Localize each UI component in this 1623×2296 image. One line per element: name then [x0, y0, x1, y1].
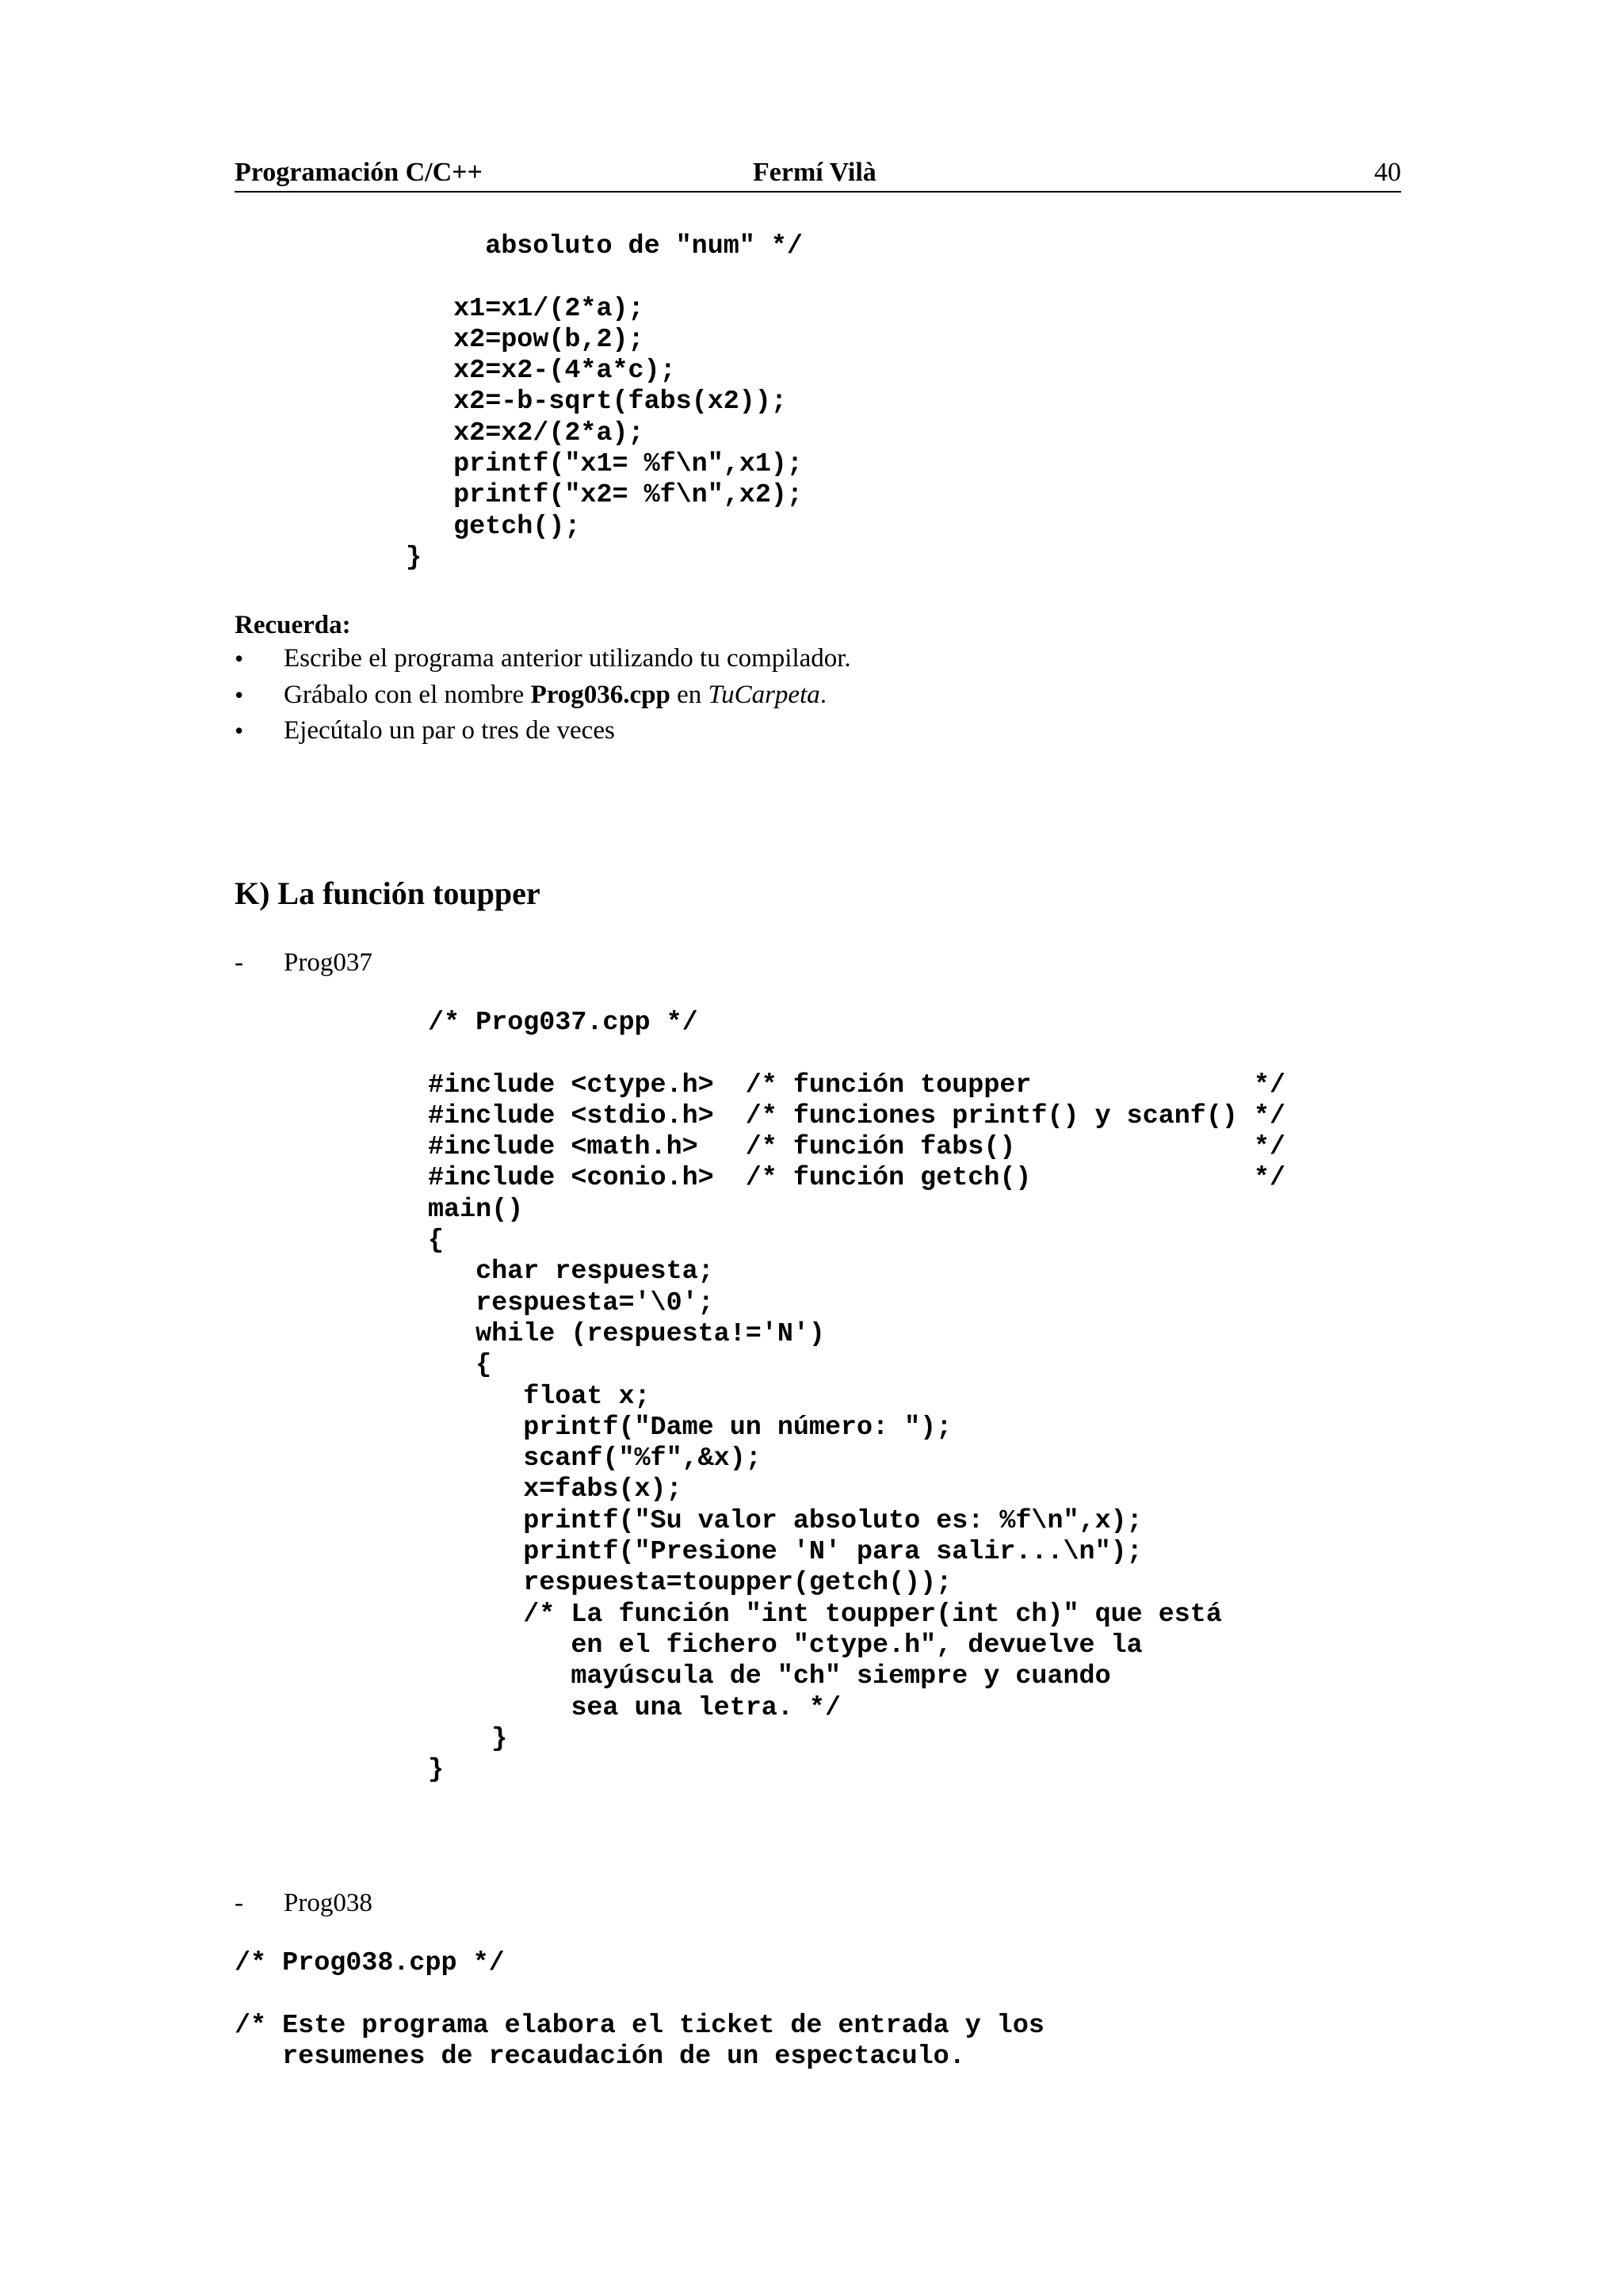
code-line: absoluto de "num" */: [406, 231, 803, 261]
bullet-icon: •: [235, 681, 244, 709]
header-author: Fermí Vilà: [753, 158, 876, 187]
code-block-prog036-end: [406, 231, 803, 574]
code-line: sea una letra. */: [428, 1692, 841, 1723]
bullet-icon: •: [235, 716, 244, 745]
code-line: printf("Dame un número: ");: [428, 1412, 953, 1443]
code-line: [406, 262, 803, 293]
code-line: #include <stdio.h> /* funciones printf() y scanf() */: [428, 1100, 1286, 1131]
code-line: getch();: [406, 511, 581, 542]
bullet-icon: •: [235, 644, 244, 673]
code-line: resumenes de recaudación de un espectaculo.: [235, 2041, 965, 2072]
code-line: printf("x2= %f\n",x2);: [406, 480, 803, 511]
code-line: }: [428, 1755, 445, 1786]
code-line: }: [406, 542, 422, 573]
prog037-label: Prog037: [284, 948, 372, 977]
code-line: {: [428, 1226, 445, 1257]
recuerda-item-2-mid: en: [670, 681, 708, 709]
code-line: x=fabs(x);: [428, 1474, 682, 1505]
prog038-label: Prog038: [284, 1889, 372, 1917]
code-line: float x;: [428, 1381, 651, 1412]
code-line: en el fichero "ctype.h", devuelve la: [428, 1630, 1143, 1661]
recuerda-item-2-file: Prog036.cpp: [530, 681, 670, 709]
code-line: respuesta=toupper(getch());: [428, 1568, 953, 1599]
code-line: x1=x1/(2*a);: [406, 293, 644, 324]
code-line: respuesta='\0';: [428, 1287, 714, 1318]
code-line: printf("x1= %f\n",x1);: [406, 449, 803, 480]
code-line: /* Prog037.cpp */: [428, 1008, 698, 1038]
header-title: Programación C/C++: [235, 158, 483, 187]
code-line: x2=pow(b,2);: [406, 324, 644, 355]
code-line: {: [428, 1350, 492, 1381]
code-line: }: [428, 1723, 508, 1754]
recuerda-item-2-post: .: [819, 681, 827, 709]
code-line: /* La función "int toupper(int ch)" que está: [428, 1599, 1222, 1630]
recuerda-item-3: Ejecútalo un par o tres de veces: [284, 716, 615, 745]
code-line: [428, 1039, 1285, 1070]
header-rule: [235, 191, 1401, 193]
page-number: 40: [1374, 158, 1401, 187]
code-line: /* Este programa elabora el ticket de entrada y los: [235, 2010, 1044, 2041]
code-line: printf("Presione 'N' para salir...\n");: [428, 1537, 1143, 1568]
code-line: x2=x2/(2*a);: [406, 418, 644, 448]
code-line: x2=x2-(4*a*c);: [406, 356, 676, 387]
code-line: #include <math.h> /* función fabs() */: [428, 1132, 1286, 1163]
code-line: [235, 1979, 1044, 2010]
recuerda-item-2-folder: TuCarpeta: [708, 681, 820, 709]
code-block-prog037: [428, 1008, 1285, 1786]
dash-marker: -: [235, 1889, 243, 1917]
code-line: char respuesta;: [428, 1257, 714, 1287]
recuerda-title: Recuerda:: [235, 611, 351, 639]
code-line: x2=-b-sqrt(fabs(x2));: [406, 387, 787, 418]
code-line: #include <ctype.h> /* función toupper */: [428, 1070, 1286, 1100]
code-line: while (respuesta!='N'): [428, 1318, 825, 1349]
recuerda-item-2: [284, 679, 827, 711]
code-line: printf("Su valor absoluto es: %f\n",x);: [428, 1505, 1143, 1536]
code-line: scanf("%f",&x);: [428, 1444, 762, 1474]
code-line: main(): [428, 1194, 524, 1225]
section-heading: K) La función toupper: [235, 875, 540, 911]
dash-marker: -: [235, 948, 243, 977]
code-line: /* Prog038.cpp */: [235, 1948, 505, 1978]
code-block-prog038: [235, 1948, 1044, 2073]
code-line: mayúscula de "ch" siempre y cuando: [428, 1661, 1111, 1692]
code-line: #include <conio.h> /* función getch() */: [428, 1163, 1286, 1194]
recuerda-item-1: Escribe el programa anterior utilizando tu compilador.: [284, 644, 851, 673]
recuerda-item-2-pre: Grábalo con el nombre: [284, 681, 531, 709]
